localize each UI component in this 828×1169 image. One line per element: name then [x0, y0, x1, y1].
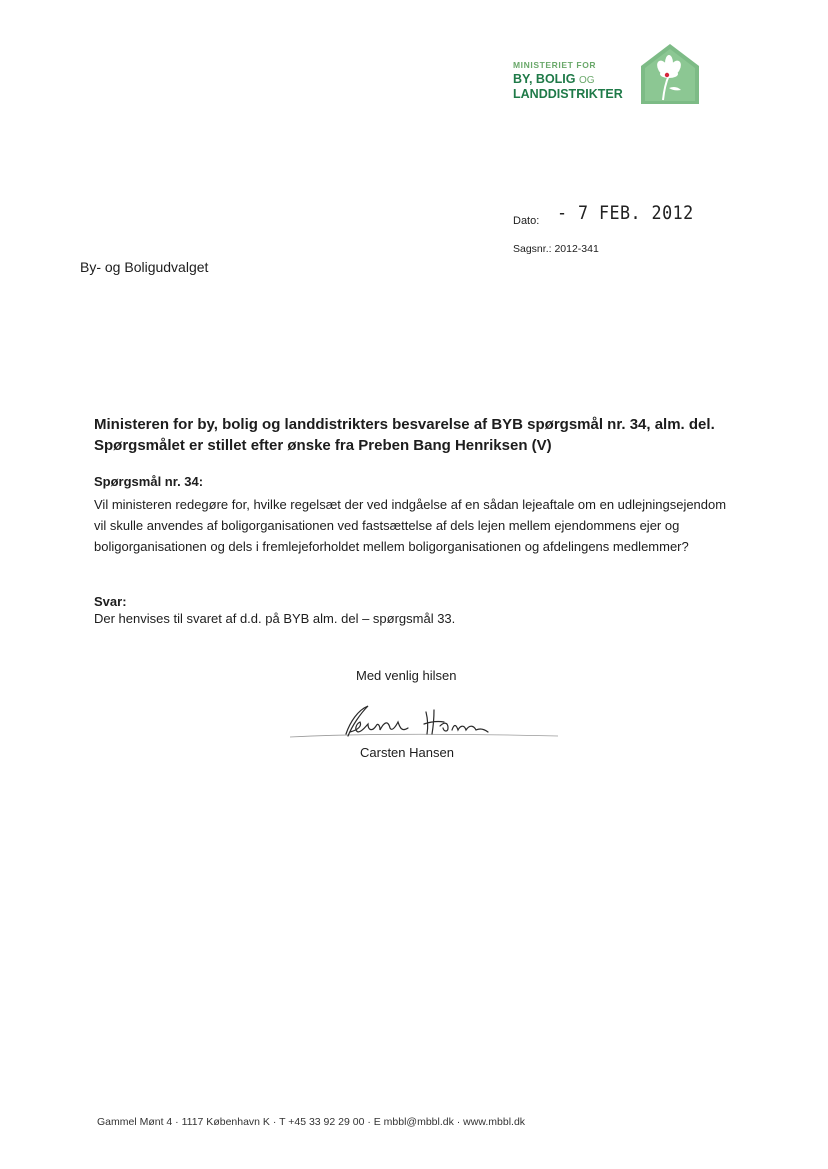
- logo-line-2-small: OG: [579, 74, 595, 86]
- handwritten-signature: [288, 692, 563, 752]
- logo-line-3: LANDDISTRIKTER: [513, 86, 623, 101]
- date-label: Dato:: [513, 215, 540, 227]
- signer-name: Carsten Hansen: [360, 745, 454, 760]
- ministry-logo: [513, 44, 699, 106]
- logo-line-2-main: BY, BOLIG: [513, 71, 576, 86]
- footer-contact: Gammel Mønt 4 · 1117 København K · T +45 33 92 29 00 · E mbbl@mbbl.dk · www.mbbl.dk: [97, 1116, 526, 1128]
- logo-line-2: [513, 73, 623, 86]
- date-stamp: - 7 FEB. 2012: [557, 202, 694, 224]
- closing-greeting: Med venlig hilsen: [356, 668, 457, 683]
- answer-heading: Svar:: [94, 594, 127, 609]
- recipient: By- og Boligudvalget: [80, 259, 209, 275]
- logo-wordmark: [513, 61, 623, 100]
- house-flower-icon: [641, 44, 699, 104]
- logo-line-1: MINISTERIET FOR: [513, 60, 597, 70]
- case-number: Sagsnr.: 2012-341: [513, 243, 599, 255]
- document-title: Ministeren for by, bolig og landdistrikters besvarelse af BYB spørgsmål nr. 34, alm. del. Spørgsmålet er stillet efter ønske fra Preben Bang Henriksen (V): [94, 416, 715, 454]
- answer-text: Der henvises til svaret af d.d. på BYB alm. del – spørgsmål 33.: [94, 611, 456, 626]
- question-text: Vil ministeren redegøre for, hvilke regelsæt der ved indgåelse af en sådan lejeaftale om en udlejningsejendom vil skulle anvendes af boligorganisationen ved fastsættelse af dels lejen mellem ejendommens ejer og boligorganisationen og dels i fremlejeforholdet mellem boligorganisationen og afdelingens medlemmer?: [94, 497, 727, 554]
- question-heading: Spørgsmål nr. 34:: [94, 474, 204, 489]
